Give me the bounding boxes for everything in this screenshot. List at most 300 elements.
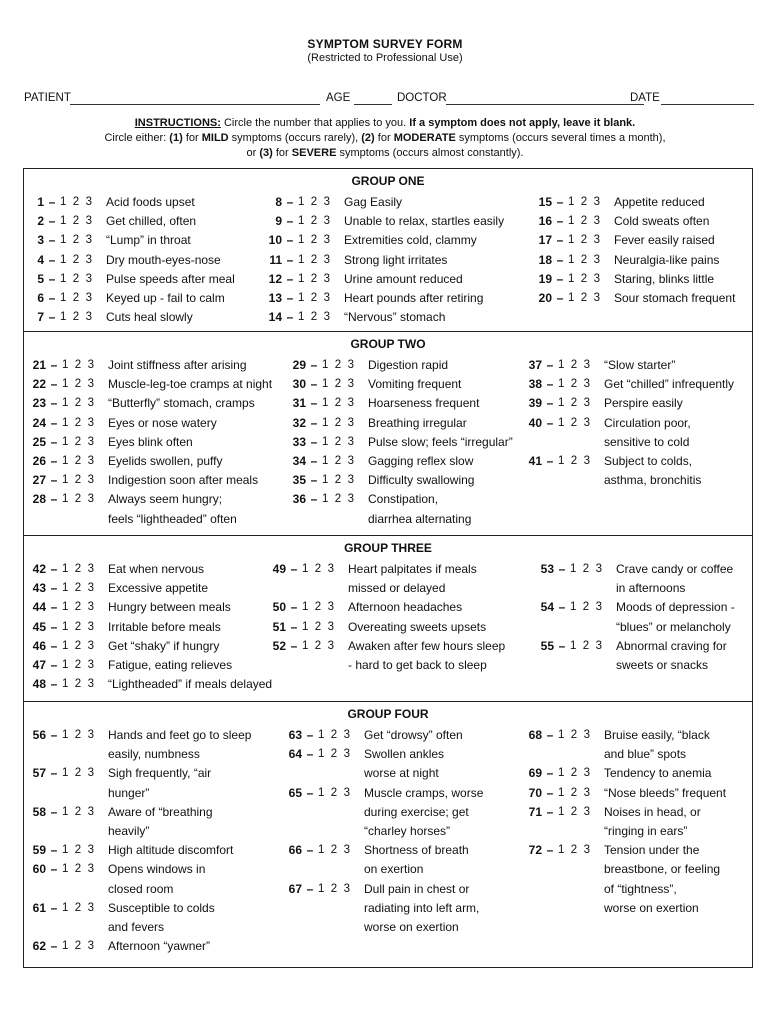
rating-scale[interactable]: 1 2 3: [322, 493, 356, 506]
rating-scale[interactable]: 1 2 3: [558, 767, 592, 780]
symptom-number: 33: [292, 434, 306, 449]
rating-scale[interactable]: 1 2 3: [568, 292, 602, 305]
dash: –: [310, 434, 318, 449]
rating-scale[interactable]: 1 2 3: [62, 378, 96, 391]
symptom-text-line: Bruise easily, “black: [604, 728, 710, 742]
dash: –: [310, 358, 318, 372]
symptom-text-line: missed or delayed: [348, 581, 446, 596]
dash: –: [556, 271, 564, 286]
symptom-number: 64: [288, 747, 302, 762]
symptom-item-52: [262, 637, 505, 675]
dash: –: [556, 291, 564, 306]
symptom-text-line: Aware of “breathing: [108, 804, 213, 819]
rating-scale[interactable]: 1 2 3: [62, 805, 96, 818]
group-two: [24, 331, 752, 535]
rating-scale[interactable]: 1 2 3: [558, 378, 592, 391]
dash: –: [306, 881, 314, 896]
rating-scale[interactable]: 1 2 3: [62, 901, 96, 914]
symptom-number: 42: [32, 562, 46, 576]
dash: –: [50, 677, 58, 692]
symptom-text: [344, 212, 504, 231]
symptom-text: [614, 231, 715, 250]
mild-label: MILD: [201, 132, 229, 144]
symptom-text: [604, 356, 675, 375]
rating-scale[interactable]: 1 2 3: [62, 416, 96, 429]
form-subtitle: (Restricted to Professional Use): [307, 52, 463, 64]
symptom-text: [364, 745, 444, 783]
rating-scale[interactable]: 1 2 3: [322, 455, 356, 468]
rating-scale[interactable]: 1 2 3: [318, 748, 352, 761]
dash: –: [306, 785, 314, 800]
symptom-number: 14: [268, 310, 282, 325]
rating-scale[interactable]: 1 2 3: [318, 844, 352, 857]
dash: –: [558, 600, 566, 615]
rating-scale[interactable]: 1 2 3: [318, 786, 352, 799]
symptom-number: 32: [292, 415, 306, 430]
symptom-item-56: [24, 726, 251, 764]
symptom-item-41: [520, 452, 734, 490]
symptom-item-44: [24, 598, 272, 617]
dash: –: [290, 619, 298, 634]
symptom-item-3: [28, 231, 235, 250]
symptom-text: [616, 560, 733, 598]
rating-scale[interactable]: 1 2 3: [302, 620, 336, 633]
symptom-text: [344, 289, 483, 308]
symptom-text: [344, 270, 463, 289]
dash: –: [286, 291, 294, 306]
rating-scale[interactable]: 1 2 3: [570, 563, 604, 575]
symptom-text: [368, 471, 474, 490]
rating-scale[interactable]: 1 2 3: [62, 474, 96, 487]
dash: –: [48, 291, 56, 306]
symptom-text: [604, 394, 683, 413]
symptom-number: 28: [32, 492, 46, 507]
symptom-text-line: Sour stomach frequent: [614, 291, 736, 306]
dash: –: [546, 728, 554, 742]
rating-scale[interactable]: 1 2 3: [322, 416, 356, 429]
symptom-text-line: Pulse slow; feels “irregular”: [368, 434, 513, 449]
symptom-item-2: [28, 212, 235, 231]
symptom-number: 6: [37, 291, 44, 306]
symptom-text: [364, 880, 479, 938]
symptom-number: 25: [32, 434, 46, 449]
rating-scale[interactable]: 1 2 3: [60, 234, 94, 247]
dash: –: [50, 862, 58, 877]
symptom-number: 26: [32, 454, 46, 469]
symptom-item-57: [24, 764, 251, 802]
rating-scale[interactable]: 1 2 3: [570, 639, 604, 652]
dash: –: [50, 415, 58, 430]
symptom-text: [108, 394, 255, 413]
dash: –: [48, 195, 56, 209]
symptom-text: [108, 803, 213, 841]
dash: –: [310, 492, 318, 507]
dash: –: [50, 658, 58, 673]
rating-scale[interactable]: 1 2 3: [558, 416, 592, 429]
symptom-number: 59: [32, 843, 46, 858]
symptom-item-47: [24, 656, 272, 675]
symptom-text: [614, 212, 709, 231]
rating-scale[interactable]: 1 2 3: [62, 639, 96, 652]
rating-scale[interactable]: 1 2 3: [298, 234, 332, 247]
symptom-text: [604, 803, 701, 841]
symptom-text: [106, 289, 225, 308]
symptom-item-15: [530, 193, 735, 212]
symptom-item-65: [280, 784, 483, 842]
rating-scale[interactable]: 1 2 3: [62, 455, 96, 468]
dash: –: [48, 252, 56, 267]
symptom-text-line: Neuralgia-like pains: [614, 252, 720, 267]
symptom-text-line: Indigestion soon after meals: [108, 473, 259, 488]
symptom-text-line: diarrhea alternating: [368, 511, 472, 526]
rating-scale[interactable]: 1 2 3: [318, 882, 352, 895]
symptom-number: 12: [268, 271, 282, 286]
symptom-item-39: [520, 394, 734, 413]
symptom-text-line: of “tightness”,: [604, 881, 677, 896]
symptom-number: 55: [540, 638, 554, 653]
rating-scale[interactable]: 1 2 3: [298, 215, 332, 228]
rating-scale[interactable]: 1 2 3: [62, 359, 96, 371]
symptom-text-line: Vomiting frequent: [368, 377, 462, 392]
symptom-item-27: [24, 471, 272, 490]
symptom-number: 71: [528, 804, 542, 819]
symptom-text: [108, 414, 217, 433]
symptom-text: [106, 231, 191, 250]
symptom-text-line: “Nose bleeds” frequent: [604, 785, 727, 800]
rating-scale[interactable]: 1 2 3: [558, 397, 592, 410]
symptom-text-line: easily, numbness: [108, 747, 200, 762]
symptom-text: [614, 193, 705, 212]
symptom-number: 51: [272, 619, 286, 634]
rating-scale[interactable]: 1 2 3: [298, 292, 332, 305]
symptom-text-line: “Lump” in throat: [106, 233, 191, 248]
rating-scale[interactable]: 1 2 3: [322, 474, 356, 487]
instructions-line-1: [0, 116, 770, 132]
rating-scale[interactable]: 1 2 3: [322, 435, 356, 448]
symptom-item-8: [260, 193, 504, 212]
rating-scale[interactable]: 1 2 3: [558, 805, 592, 818]
symptom-number: 21: [32, 358, 46, 372]
symptom-item-5: [28, 270, 235, 289]
symptom-text-line: in afternoons: [616, 581, 686, 596]
symptom-number: 70: [528, 785, 542, 800]
symptom-text-line: Extremities cold, clammy: [344, 233, 477, 248]
symptom-number: 36: [292, 492, 306, 507]
dash: –: [50, 434, 58, 449]
rating-scale[interactable]: 1 2 3: [62, 435, 96, 448]
rating-scale[interactable]: 1 2 3: [60, 253, 94, 266]
symptom-text-line: Sigh frequently, “air: [108, 766, 212, 781]
rating-scale[interactable]: 1 2 3: [568, 272, 602, 285]
symptom-number: 35: [292, 473, 306, 488]
symptom-text-line: Strong light irritates: [344, 252, 448, 267]
symptom-text: [106, 212, 196, 231]
symptom-item-70: [520, 784, 726, 803]
symptom-number: 41: [528, 454, 542, 469]
dash: –: [546, 396, 554, 411]
rating-scale[interactable]: 1 2 3: [322, 397, 356, 410]
symptom-item-20: [530, 289, 735, 308]
symptom-text: [604, 841, 720, 918]
symptom-number: 23: [32, 396, 46, 411]
symptom-item-34: [284, 452, 513, 471]
symptom-text-line: Awaken after few hours sleep: [348, 638, 506, 653]
rating-scale[interactable]: 1 2 3: [570, 601, 604, 614]
rating-scale[interactable]: 1 2 3: [318, 729, 352, 741]
rating-scale[interactable]: 1 2 3: [558, 359, 592, 371]
dash: –: [286, 310, 294, 325]
rating-scale[interactable]: 1 2 3: [62, 397, 96, 410]
form-title: SYMPTOM SURVEY FORM: [307, 37, 463, 51]
rating-scale[interactable]: 1 2 3: [302, 601, 336, 614]
rating-scale[interactable]: 1 2 3: [298, 272, 332, 285]
symptom-number: 1: [37, 195, 44, 209]
symptom-number: 17: [538, 233, 552, 248]
symptom-item-32: [284, 414, 513, 433]
group-column: [260, 193, 504, 327]
dash: –: [50, 454, 58, 469]
symptom-text: [614, 270, 714, 289]
symptom-item-4: [28, 251, 235, 270]
symptom-text: [106, 251, 221, 270]
rating-scale[interactable]: 1 2 3: [322, 378, 356, 391]
symptom-text-line: Eyes blink often: [108, 434, 193, 449]
rating-scale[interactable]: 1 2 3: [298, 253, 332, 266]
symptom-text-line: “ringing in ears”: [604, 824, 688, 839]
symptom-number: 52: [272, 638, 286, 653]
dash: –: [50, 766, 58, 781]
symptom-item-60: [24, 860, 251, 898]
symptom-text-line: “Lightheaded” if meals delayed: [108, 677, 273, 692]
symptom-number: 69: [528, 766, 542, 781]
symptom-number: 49: [272, 562, 286, 576]
dash: –: [310, 454, 318, 469]
symptom-text-line: worse on exertion: [364, 920, 459, 935]
dash: –: [558, 562, 566, 576]
symptom-text: [108, 675, 272, 694]
symptom-item-14: [260, 308, 504, 327]
symptom-text-line: Get chilled, often: [106, 214, 197, 229]
symptom-text: [614, 251, 719, 270]
symptom-text: [348, 618, 486, 637]
symptom-number: 31: [292, 396, 306, 411]
symptom-text: [108, 560, 204, 579]
dash: –: [48, 214, 56, 229]
symptom-text: [614, 289, 735, 308]
rating-scale[interactable]: 1 2 3: [298, 311, 332, 324]
rating-scale[interactable]: 1 2 3: [62, 493, 96, 506]
symptom-text-line: Cold sweats often: [614, 214, 710, 229]
symptom-item-25: [24, 433, 272, 452]
rating-scale[interactable]: 1 2 3: [62, 659, 96, 672]
symptom-text-line: Unable to relax, startles easily: [344, 214, 505, 229]
rating-scale[interactable]: 1 2 3: [62, 729, 96, 741]
rating-scale[interactable]: 1 2 3: [568, 196, 602, 208]
instructions-text: for: [377, 132, 391, 144]
symptom-item-69: [520, 764, 726, 783]
rating-scale[interactable]: 1 2 3: [62, 940, 96, 953]
symptom-text: [108, 841, 233, 860]
rating-scale[interactable]: 1 2 3: [62, 844, 96, 857]
symptom-number: 65: [288, 785, 302, 800]
symptom-text-line: Dull pain in chest or: [364, 881, 470, 896]
rating-scale[interactable]: 1 2 3: [60, 215, 94, 228]
rating-scale[interactable]: 1 2 3: [558, 455, 592, 468]
symptom-text: [616, 598, 735, 636]
symptom-text: [368, 490, 471, 528]
symptom-text-line: Excessive appetite: [108, 581, 209, 596]
symptom-text-line: Fatigue, eating relieves: [108, 658, 233, 673]
rating-scale[interactable]: 1 2 3: [62, 601, 96, 614]
symptom-item-31: [284, 394, 513, 413]
symptom-number: 50: [272, 600, 286, 615]
symptom-text: [108, 433, 193, 452]
group-title: GROUP TWO: [350, 337, 426, 351]
dash: –: [48, 310, 56, 325]
rating-scale[interactable]: 1 2 3: [62, 678, 96, 691]
symptom-item-22: [24, 375, 272, 394]
dash: –: [556, 252, 564, 267]
rating-scale[interactable]: 1 2 3: [60, 272, 94, 285]
rating-scale[interactable]: 1 2 3: [62, 767, 96, 780]
patient-input-line[interactable]: [70, 104, 320, 105]
rating-scale[interactable]: 1 2 3: [302, 563, 336, 575]
symptom-text-line: heavily”: [108, 824, 150, 839]
symptom-text: [604, 784, 726, 803]
rating-scale[interactable]: 1 2 3: [60, 292, 94, 305]
symptom-text-line: Breathing irregular: [368, 415, 467, 430]
symptom-text-line: Staring, blinks little: [614, 271, 715, 286]
symptom-text-line: and fevers: [108, 920, 165, 935]
symptom-text: [368, 375, 461, 394]
symptom-item-11: [260, 251, 504, 270]
rating-scale[interactable]: 1 2 3: [322, 359, 356, 371]
dash: –: [50, 638, 58, 653]
symptom-text-line: Always seem hungry;: [108, 492, 223, 507]
symptom-item-46: [24, 637, 272, 656]
symptom-text: [368, 356, 448, 375]
symptom-item-28: [24, 490, 272, 528]
symptom-item-26: [24, 452, 272, 471]
symptom-text-line: Gagging reflex slow: [368, 454, 474, 469]
rating-scale[interactable]: 1 2 3: [60, 311, 94, 324]
symptom-number: 67: [288, 881, 302, 896]
symptom-text-line: worse at night: [364, 766, 439, 781]
group-column: [24, 726, 251, 956]
symptom-text: [108, 937, 210, 956]
symptom-number: 13: [268, 291, 282, 306]
age-input-line[interactable]: [354, 104, 392, 105]
symptom-text-line: Hands and feet go to sleep: [108, 728, 252, 742]
symptom-text-line: Muscle cramps, worse: [364, 785, 484, 800]
dash: –: [556, 233, 564, 248]
symptom-text-line: on exertion: [364, 862, 424, 877]
rating-scale[interactable]: 1 2 3: [568, 215, 602, 228]
symptom-text-line: Eat when nervous: [108, 562, 205, 576]
rating-scale[interactable]: 1 2 3: [62, 620, 96, 633]
symptom-item-7: [28, 308, 235, 327]
rating-scale[interactable]: 1 2 3: [558, 729, 592, 741]
symptom-text-line: Keyed up - fail to calm: [106, 291, 225, 306]
symptom-item-35: [284, 471, 513, 490]
date-input-line[interactable]: [661, 104, 754, 105]
rating-scale[interactable]: 1 2 3: [302, 639, 336, 652]
symptom-number: 58: [32, 804, 46, 819]
symptom-text-line: Urine amount reduced: [344, 271, 463, 286]
symptom-item-43: [24, 579, 272, 598]
symptom-item-59: [24, 841, 251, 860]
symptom-text: [108, 618, 221, 637]
dash: –: [50, 473, 58, 488]
symptom-number: 63: [288, 728, 302, 742]
symptom-number: 7: [37, 310, 44, 325]
symptom-text-line: - hard to get back to sleep: [348, 658, 487, 673]
symptom-item-30: [284, 375, 513, 394]
symptom-item-24: [24, 414, 272, 433]
symptom-text-line: Constipation,: [368, 492, 439, 507]
rating-scale[interactable]: 1 2 3: [62, 863, 96, 876]
symptom-item-50: [262, 598, 505, 617]
symptom-text: [108, 726, 251, 764]
dash: –: [546, 415, 554, 430]
symptom-text-line: Muscle-leg-toe cramps at night: [108, 377, 273, 392]
symptom-number: 29: [292, 358, 306, 372]
dash: –: [290, 562, 298, 576]
symptom-number: 45: [32, 619, 46, 634]
symptom-text: [108, 598, 231, 617]
symptom-number: 43: [32, 581, 46, 596]
rating-scale[interactable]: 1 2 3: [298, 196, 332, 208]
symptom-number: 57: [32, 766, 46, 781]
symptom-text: [604, 414, 691, 452]
symptom-text-line: Crave candy or coffee: [616, 562, 734, 576]
symptom-text-line: Eyes or nose watery: [108, 415, 217, 430]
symptom-item-12: [260, 270, 504, 289]
symptom-number: 20: [538, 291, 552, 306]
symptom-text-line: Moods of depression -: [616, 600, 735, 615]
symptom-text: [108, 764, 211, 802]
rating-scale[interactable]: 1 2 3: [568, 234, 602, 247]
rating-scale[interactable]: 1 2 3: [62, 582, 96, 595]
symptom-number: 8: [275, 195, 282, 209]
dash: –: [546, 766, 554, 781]
symptom-text-line: asthma, bronchitis: [604, 473, 702, 488]
dash: –: [558, 638, 566, 653]
rating-scale[interactable]: 1 2 3: [60, 196, 94, 208]
doctor-input-line[interactable]: [446, 104, 644, 105]
symptom-number: 18: [538, 252, 552, 267]
symptom-text-line: Opens windows in: [108, 862, 206, 877]
rating-scale[interactable]: 1 2 3: [558, 844, 592, 857]
rating-scale[interactable]: 1 2 3: [568, 253, 602, 266]
rating-scale[interactable]: 1 2 3: [62, 563, 96, 575]
symptom-item-66: [280, 841, 483, 879]
symptom-text: [348, 598, 462, 617]
symptom-item-71: [520, 803, 726, 841]
symptom-number: 68: [528, 728, 542, 742]
symptom-text: [108, 860, 205, 898]
dash: –: [290, 638, 298, 653]
dash: –: [50, 939, 58, 954]
symptom-text: [108, 899, 215, 937]
symptom-item-45: [24, 618, 272, 637]
symptom-text: [108, 579, 208, 598]
symptom-number: 11: [269, 252, 282, 267]
symptom-text: [108, 375, 272, 394]
symptom-number: 72: [528, 843, 542, 858]
dash: –: [556, 214, 564, 229]
rating-scale[interactable]: 1 2 3: [558, 786, 592, 799]
